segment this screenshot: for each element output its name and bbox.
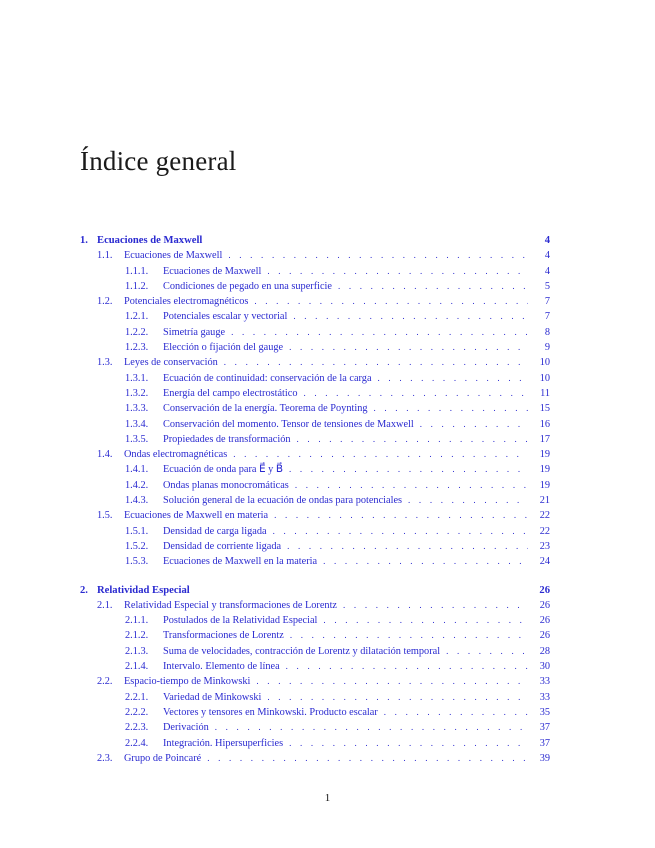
toc-leader-dots bbox=[287, 539, 528, 554]
toc-section-link[interactable] bbox=[80, 447, 550, 462]
toc-leader-dots bbox=[256, 674, 528, 689]
toc-entry-title: Energía del campo electrostático bbox=[163, 387, 298, 399]
page-title: Índice general bbox=[80, 146, 237, 176]
toc-entry-number: 2.3. bbox=[97, 752, 113, 764]
toc-subsection-link[interactable] bbox=[80, 690, 550, 705]
toc-entry-title: Ondas planas monocromáticas bbox=[163, 479, 289, 491]
toc-entry-page: 4 bbox=[544, 235, 550, 246]
toc-entry-title: Espacio-tiempo de Minkowski bbox=[124, 676, 251, 688]
toc-entry-title: Potenciales escalar y vectorial bbox=[163, 311, 288, 323]
toc-subsection-link[interactable] bbox=[80, 432, 550, 447]
toc-entry-title: Ecuaciones de Maxwell en la materia bbox=[163, 556, 318, 568]
toc-entry-title: Simetría gauge bbox=[163, 326, 226, 338]
toc-leader-dots bbox=[231, 325, 528, 340]
toc-entry-title: Conservación de la energía. Teorema de Poynting bbox=[163, 403, 368, 415]
toc-entry-page: 26 bbox=[539, 584, 550, 596]
toc-section-link[interactable] bbox=[80, 751, 550, 766]
toc-entry-page: 19 bbox=[539, 449, 550, 461]
toc-entry-page: 4 bbox=[544, 265, 550, 277]
toc-entry-page: 22 bbox=[539, 510, 550, 522]
toc-entry-page: 24 bbox=[539, 556, 550, 568]
toc-section-link[interactable] bbox=[80, 508, 550, 523]
toc-subsection-link[interactable] bbox=[80, 325, 550, 340]
toc-subsection-link[interactable] bbox=[80, 386, 550, 401]
toc-entry-title: Postulados de la Relatividad Especial bbox=[163, 615, 318, 627]
toc-entry-page: 26 bbox=[539, 599, 550, 611]
toc-subsection-link[interactable] bbox=[80, 462, 550, 477]
toc-entry-title: Ondas electromagnéticas bbox=[124, 449, 228, 461]
toc-subsection-link[interactable] bbox=[80, 401, 550, 416]
toc-subsection-link[interactable] bbox=[80, 628, 550, 643]
toc-subsection-link[interactable] bbox=[80, 264, 550, 279]
toc-leader-dots bbox=[273, 524, 528, 539]
toc-leader-dots bbox=[420, 417, 528, 432]
toc-entry-number: 2.1.4. bbox=[125, 661, 149, 673]
toc-entry-number: 1.1. bbox=[97, 250, 113, 262]
toc-entry-number: 1.3.5. bbox=[125, 433, 149, 445]
toc-entry-title: Potenciales electromagnéticos bbox=[124, 296, 249, 308]
toc-entry-page: 17 bbox=[539, 433, 550, 445]
toc-leader-dots bbox=[338, 279, 528, 294]
toc-entry-title: Suma de velocidades, contracción de Lorentz y dilatación temporal bbox=[163, 645, 441, 657]
toc-entry-number: 2.2.2. bbox=[125, 706, 149, 718]
toc-section-link[interactable] bbox=[80, 248, 550, 263]
toc-leader-dots bbox=[233, 447, 528, 462]
toc-entry-page: 26 bbox=[539, 615, 550, 627]
toc-entry-number: 1. bbox=[80, 235, 88, 246]
toc-entry-number: 1.4.1. bbox=[125, 464, 149, 476]
toc-entry-number: 1.2.3. bbox=[125, 342, 149, 354]
toc-entry-number: 2. bbox=[80, 584, 88, 596]
toc-entry-number: 1.1.2. bbox=[125, 280, 149, 292]
toc-entry-title: Ecuaciones de Maxwell bbox=[97, 235, 203, 246]
toc-entry-page: 28 bbox=[539, 645, 550, 657]
toc-leader-dots bbox=[378, 371, 528, 386]
toc-entry-number: 2.1. bbox=[97, 599, 113, 611]
toc-entry-page: 22 bbox=[539, 525, 550, 537]
toc-entry-number: 1.3. bbox=[97, 357, 113, 369]
toc-entry-title: Ecuaciones de Maxwell bbox=[163, 265, 262, 277]
toc-entry-page: 39 bbox=[539, 752, 550, 764]
toc-entry-number: 1.4.2. bbox=[125, 479, 149, 491]
toc-leader-dots bbox=[207, 751, 528, 766]
toc-entry-title: Ecuaciones de Maxwell en materia bbox=[124, 510, 269, 522]
toc-entry-title: Integración. Hipersuperficies bbox=[163, 737, 284, 749]
toc-entry-page: 19 bbox=[539, 464, 550, 476]
toc-leader-dots bbox=[408, 493, 528, 508]
toc-entry-number: 1.3.1. bbox=[125, 372, 149, 384]
toc-leader-dots bbox=[323, 554, 528, 569]
toc-entry-page: 7 bbox=[544, 311, 550, 323]
toc-subsection-link[interactable] bbox=[80, 478, 550, 493]
toc-subsection-link[interactable] bbox=[80, 705, 550, 720]
toc-leader-dots bbox=[446, 644, 528, 659]
toc-leader-dots bbox=[289, 462, 528, 477]
toc-entry-page: 35 bbox=[539, 706, 550, 718]
toc-entry-number: 1.4. bbox=[97, 449, 113, 461]
toc-entry-page: 26 bbox=[539, 630, 550, 642]
toc-subsection-link[interactable] bbox=[80, 539, 550, 554]
toc-entry-number: 1.5.3. bbox=[125, 556, 149, 568]
toc-entry-title: Conservación del momento. Tensor de tensiones de Maxwell bbox=[163, 418, 414, 430]
toc-leader-dots bbox=[289, 736, 528, 751]
toc-entry-page: 37 bbox=[539, 722, 550, 734]
toc-leader-dots bbox=[228, 248, 528, 263]
toc-entry-page: 7 bbox=[544, 296, 550, 308]
toc-entry-number: 1.5.1. bbox=[125, 525, 149, 537]
toc-entry-number: 1.5.2. bbox=[125, 540, 149, 552]
toc-subsection-link[interactable] bbox=[80, 493, 550, 508]
toc-entry-title: Vectores y tensores en Minkowski. Producto escalar bbox=[163, 706, 378, 718]
toc-entry-title: Intervalo. Elemento de línea bbox=[163, 661, 280, 673]
toc-leader-dots bbox=[323, 613, 528, 628]
toc-leader-dots bbox=[295, 478, 528, 493]
toc-entry-title: Derivación bbox=[163, 722, 209, 734]
toc-subsection-link[interactable] bbox=[80, 736, 550, 751]
toc-entry-title: Leyes de conservación bbox=[124, 357, 218, 369]
toc-entry-page: 33 bbox=[539, 691, 550, 703]
toc-entry-number: 2.1.2. bbox=[125, 630, 149, 642]
toc-entry-number: 2.1.3. bbox=[125, 645, 149, 657]
toc-entry-number: 1.2.1. bbox=[125, 311, 149, 323]
toc-entry-page: 23 bbox=[539, 540, 550, 552]
toc-leader-dots bbox=[254, 294, 528, 309]
toc-leader-dots bbox=[224, 355, 528, 370]
toc-leader-dots bbox=[374, 401, 529, 416]
toc-entry-page: 21 bbox=[539, 495, 550, 507]
toc-entry-title: Relatividad Especial y transformaciones de Lorentz bbox=[124, 599, 338, 611]
toc-subsection-link[interactable] bbox=[80, 720, 550, 735]
toc-entry-page: 30 bbox=[539, 661, 550, 673]
toc-entry-number: 2.2. bbox=[97, 676, 113, 688]
toc-subsection-link[interactable] bbox=[80, 554, 550, 569]
toc-entry-title: Condiciones de pegado en una superficie bbox=[163, 280, 332, 292]
toc-leader-dots bbox=[293, 309, 528, 324]
toc-subsection-link[interactable] bbox=[80, 279, 550, 294]
toc-entry-title: Densidad de corriente ligada bbox=[163, 540, 282, 552]
toc-entry-number: 2.2.3. bbox=[125, 722, 149, 734]
toc-entry-title: Ecuación de continuidad: conservación de la carga bbox=[163, 372, 372, 384]
toc-leader-dots bbox=[290, 628, 528, 643]
toc-entry-number: 2.2.4. bbox=[125, 737, 149, 749]
toc-entry-title: Elección o fijación del gauge bbox=[163, 342, 284, 354]
toc-leader-dots bbox=[343, 598, 528, 613]
toc-entry-number: 1.3.4. bbox=[125, 418, 149, 430]
toc-entry-number: 1.5. bbox=[97, 510, 113, 522]
toc-leader-dots bbox=[286, 659, 528, 674]
toc-entry-title: Variedad de Minkowski bbox=[163, 691, 262, 703]
toc-entry-page: 19 bbox=[539, 479, 550, 491]
toc-entry-title: Solución general de la ecuación de ondas para potenciales bbox=[163, 495, 403, 507]
toc-chapter-link[interactable] bbox=[80, 583, 550, 598]
toc-entry-number: 1.3.2. bbox=[125, 387, 149, 399]
toc-section-link[interactable] bbox=[80, 355, 550, 370]
toc-leader-dots bbox=[303, 386, 528, 401]
toc-entry-page: 37 bbox=[539, 737, 550, 749]
toc-entry-number: 2.2.1. bbox=[125, 691, 149, 703]
toc-entry-page: 9 bbox=[544, 342, 550, 354]
toc-entry-page: 33 bbox=[539, 676, 550, 688]
toc-subsection-link[interactable] bbox=[80, 524, 550, 539]
toc-entry-page: 10 bbox=[539, 372, 550, 384]
toc-subsection-link[interactable] bbox=[80, 613, 550, 628]
toc-entry-number: 1.2.2. bbox=[125, 326, 149, 338]
toc-section-link[interactable] bbox=[80, 674, 550, 689]
toc-entry-title: Relatividad Especial bbox=[97, 584, 190, 596]
toc-entry-title: Transformaciones de Lorentz bbox=[163, 630, 284, 642]
toc-leader-dots bbox=[267, 264, 528, 279]
toc-section-link[interactable] bbox=[80, 294, 550, 309]
page-number: 1 bbox=[324, 792, 331, 804]
toc-leader-dots bbox=[274, 508, 528, 523]
table-of-contents bbox=[80, 233, 550, 766]
toc-entry-page: 8 bbox=[544, 326, 550, 338]
toc-entry-number: 1.1.1. bbox=[125, 265, 149, 277]
toc-entry-number: 1.3.3. bbox=[125, 403, 149, 415]
toc-leader-dots bbox=[215, 720, 528, 735]
toc-entry-page: 16 bbox=[539, 418, 550, 430]
toc-entry-page: 5 bbox=[544, 280, 550, 292]
toc-subsection-link[interactable] bbox=[80, 417, 550, 432]
toc-subsection-link[interactable] bbox=[80, 659, 550, 674]
toc-section-link[interactable] bbox=[80, 598, 550, 613]
toc-leader-dots bbox=[289, 340, 528, 355]
toc-subsection-link[interactable] bbox=[80, 340, 550, 355]
toc-entry-title: Ecuación de onda para E⃗ y B⃗ bbox=[163, 464, 283, 476]
toc-entry-title: Grupo de Poincaré bbox=[124, 752, 202, 764]
toc-entry-title: Propiedades de transformación bbox=[163, 433, 291, 445]
toc-entry-number: 1.2. bbox=[97, 296, 113, 308]
toc-entry-title: Densidad de carga ligada bbox=[163, 525, 267, 537]
toc-entry-page: 10 bbox=[539, 357, 550, 369]
toc-entry-number: 2.1.1. bbox=[125, 615, 149, 627]
toc-entry-page: 4 bbox=[544, 250, 550, 262]
toc-chapter-link[interactable] bbox=[80, 233, 550, 248]
toc-subsection-link[interactable] bbox=[80, 309, 550, 324]
toc-entry-number: 1.4.3. bbox=[125, 495, 149, 507]
toc-entry-page: 15 bbox=[539, 403, 550, 415]
toc-subsection-link[interactable] bbox=[80, 371, 550, 386]
toc-entry-title: Ecuaciones de Maxwell bbox=[124, 250, 223, 262]
toc-leader-dots bbox=[297, 432, 528, 447]
toc-leader-dots bbox=[384, 705, 528, 720]
toc-subsection-link[interactable] bbox=[80, 644, 550, 659]
toc-leader-dots bbox=[267, 690, 528, 705]
toc-entry-page: 11 bbox=[540, 387, 550, 399]
